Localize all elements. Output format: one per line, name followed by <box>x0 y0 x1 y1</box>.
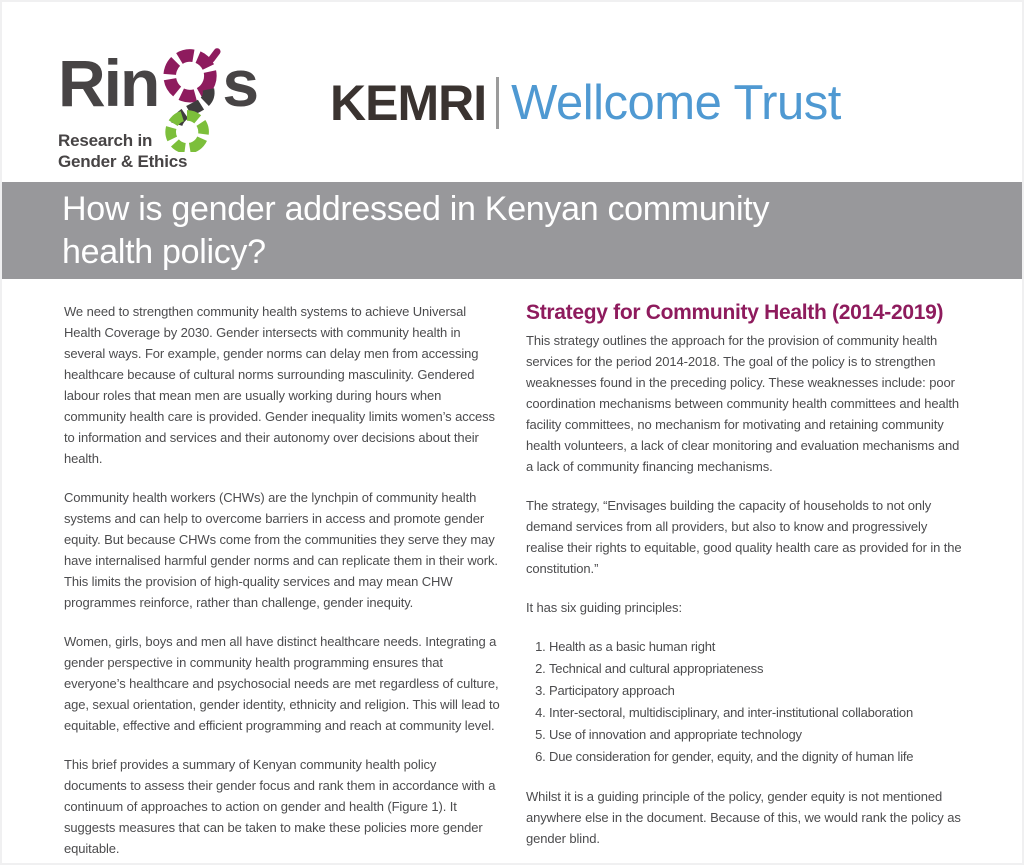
rings-segmented-g-icon <box>161 48 221 152</box>
rings-tagline-line2: Gender & Ethics <box>58 152 188 171</box>
principle-item: 2. Technical and cultural appropriateness <box>549 658 964 680</box>
gender-blind-paragraph: Whilst it is a guiding principle of the policy, gender equity is not mentioned anywhere else in the document. Because of this, we would rank the policy as gender blind. <box>526 789 961 846</box>
wellcome-trust-wordmark: Wellcome Trust <box>511 76 841 130</box>
chw-paragraph: Community health workers (CHWs) are the lynchpin of community health systems and can help to overcome barriers in access and promote gender equity. But because CHWs come from the communities they serve they may have internalised harmful gender norms and can replicate them in their work. This limits the provision of high-quality services and may mean CHW programmes reinforce, rather than challenge, gender inequity. <box>64 490 498 610</box>
rings-logo <box>58 46 257 172</box>
principle-item: 5. Use of innovation and appropriate technology <box>549 724 964 746</box>
page-title <box>62 188 769 274</box>
strategy-quote-paragraph: The strategy, “Envisages building the capacity of households to not only demand services from all providers, but also to know and progressively realise their rights to equitable, good quality health care as provided for in the constitution.” <box>526 498 962 576</box>
left-column <box>64 301 502 865</box>
header-logos <box>2 2 1022 182</box>
rings-tagline <box>58 130 257 172</box>
rings-wordmark <box>58 46 257 124</box>
body-content <box>2 279 1022 865</box>
principle-item: 1. Health as a basic human right <box>549 636 964 658</box>
intro-paragraph: We need to strengthen community health systems to achieve Universal Health Coverage by 2030. Gender intersects with community health in several ways. For example, gender norms can delay men from accessing healthcare because of cultural norms surrounding masculinity. Gendered labour roles that mean men are usually working during hours when community health care is provided. Gender inequality limits women’s access to information and services and their autonomy over decisions about their health. <box>64 304 495 466</box>
principle-item: 4. Inter-sectoral, multidisciplinary, and inter-institutional collaboration <box>549 702 964 724</box>
page-title-line1: How is gender addressed in Kenyan community <box>62 189 770 228</box>
rings-word-suffix: s <box>222 46 258 120</box>
logo-divider-bar <box>496 77 499 129</box>
strategy-heading: Strategy for Community Health (2014-2019) <box>526 301 944 324</box>
kemri-wellcome-logo <box>330 74 841 132</box>
guiding-principles-list <box>526 636 964 768</box>
rings-word-prefix: Rin <box>58 46 159 120</box>
principle-item: 6. Due consideration for gender, equity, and the dignity of human life <box>549 746 964 768</box>
principles-intro: It has six guiding principles: <box>526 600 682 615</box>
page-title-line2: health policy? <box>62 232 266 271</box>
strategy-overview-paragraph: This strategy outlines the approach for the provision of community health services for the period 2014-2018. The goal of the policy is to strengthen weaknesses found in the preceding policy. These weaknesses include: poor coordination mechanisms between community health committees and health facility committees, no mechanism for motivating and retaining community health volunteers, a lack of clear monitoring and evaluation mechanisms and a lack of community financing mechanisms. <box>526 333 960 474</box>
needs-paragraph: Women, girls, boys and men all have distinct healthcare needs. Integrating a gender perspective in community health programming ensures that everyone’s healthcare and psychosocial needs are met regardless of culture, age, sexual orientation, gender identity, ethnicity and religion. This will lead to equitable, effective and efficient programming and reach at community level. <box>64 634 500 733</box>
brief-purpose-paragraph: This brief provides a summary of Kenyan community health policy documents to assess their gender focus and rank them in accordance with a continuum of approaches to action on gender and health (Figure 1). It suggests measures that can be taken to make these policies more gender equitable. <box>64 757 496 856</box>
kemri-wordmark: KEMRI <box>330 75 487 131</box>
principle-item: 3. Participatory approach <box>549 680 964 702</box>
rings-tagline-line1: Research in <box>58 131 153 150</box>
title-banner <box>2 182 1022 279</box>
right-column <box>526 301 964 865</box>
